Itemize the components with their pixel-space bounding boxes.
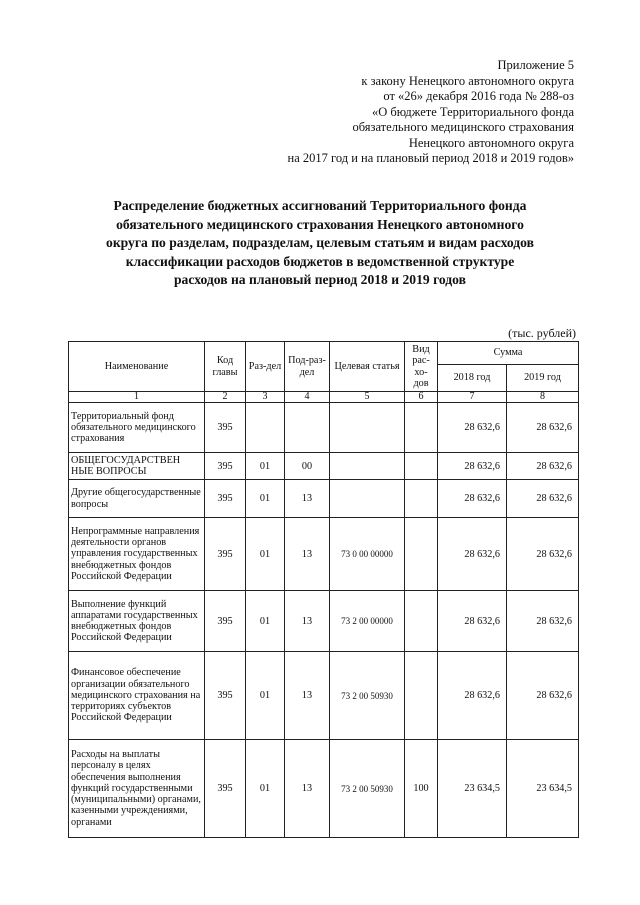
column-number: 4 <box>285 392 330 403</box>
row-code: 395 <box>205 591 246 652</box>
row-target <box>330 453 405 480</box>
row-kind <box>405 403 438 453</box>
title-line: классификации расходов бюджетов в ведомственной структуре <box>125 253 515 269</box>
row-section: 01 <box>246 480 285 518</box>
document-title <box>70 197 570 290</box>
row-kind: 100 <box>405 740 438 838</box>
row-name: ОБЩЕГОСУДАРСТВЕН НЫЕ ВОПРОСЫ <box>69 453 205 480</box>
row-sum-2018: 28 632,6 <box>438 652 507 740</box>
row-subsection: 13 <box>285 480 330 518</box>
row-section: 01 <box>246 652 285 740</box>
row-sum-2019: 28 632,6 <box>507 453 579 480</box>
row-code: 395 <box>205 652 246 740</box>
row-sum-2018: 28 632,6 <box>438 403 507 453</box>
row-kind <box>405 591 438 652</box>
row-section: 01 <box>246 453 285 480</box>
row-kind <box>405 453 438 480</box>
appendix-line: Приложение 5 <box>497 58 574 72</box>
header-kind: Вид рас-хо-дов <box>405 342 438 392</box>
header-subsection: Под-раз-дел <box>285 342 330 392</box>
table-row <box>69 403 579 453</box>
column-number: 1 <box>69 392 205 403</box>
row-target: 73 2 00 50930 <box>330 652 405 740</box>
row-sum-2019: 28 632,6 <box>507 480 579 518</box>
row-sum-2019: 28 632,6 <box>507 403 579 453</box>
appendix-line: к закону Ненецкого автономного округа <box>361 73 574 88</box>
row-code: 395 <box>205 453 246 480</box>
row-subsection: 13 <box>285 518 330 591</box>
row-sum-2018: 23 634,5 <box>438 740 507 838</box>
appendix-line: Ненецкого автономного округа <box>408 135 574 150</box>
row-sum-2018: 28 632,6 <box>438 453 507 480</box>
row-kind <box>405 518 438 591</box>
table-row <box>69 652 579 740</box>
row-sum-2019: 23 634,5 <box>507 740 579 838</box>
table-row <box>69 453 579 480</box>
row-kind <box>405 480 438 518</box>
row-sum-2019: 28 632,6 <box>507 518 579 591</box>
header-target: Целевая статья <box>330 342 405 392</box>
appendix-line: обязательного медицинского страхования <box>352 120 574 134</box>
row-name: Непрограммные направления деятельности органов управления государственных внебюджетных фондов Российской Федерации <box>69 518 205 591</box>
row-sum-2018: 28 632,6 <box>438 591 507 652</box>
header-code: Код главы <box>205 342 246 392</box>
row-target: 73 2 00 00000 <box>330 591 405 652</box>
row-name: Выполнение функций аппаратами государственных внебюджетных фондов Российской Федерации <box>69 591 205 652</box>
column-number: 7 <box>438 392 507 403</box>
row-kind <box>405 652 438 740</box>
row-name: Финансовое обеспечение организации обязательного медицинского страхования на территориях субъектов Российской Федерации <box>69 652 205 740</box>
header-row <box>69 342 579 365</box>
table-row <box>69 740 579 838</box>
row-target: 73 0 00 00000 <box>330 518 405 591</box>
row-target <box>330 480 405 518</box>
row-sum-2018: 28 632,6 <box>438 518 507 591</box>
row-name: Другие общегосударственные вопросы <box>69 480 205 518</box>
table-row <box>69 591 579 652</box>
column-number: 6 <box>405 392 438 403</box>
title-line: расходов на плановый период 2018 и 2019 годов <box>174 272 466 287</box>
header-2019: 2019 год <box>507 365 579 392</box>
row-sum-2019: 28 632,6 <box>507 591 579 652</box>
row-sum-2018: 28 632,6 <box>438 480 507 518</box>
row-section: 01 <box>246 591 285 652</box>
table-row <box>69 480 579 518</box>
header-sum: Сумма <box>438 342 579 365</box>
column-number: 8 <box>507 392 579 403</box>
table-row <box>69 518 579 591</box>
row-section <box>246 403 285 453</box>
title-line: обязательного медицинского страхования Ненецкого автономного <box>116 216 524 232</box>
row-code: 395 <box>205 518 246 591</box>
row-subsection: 13 <box>285 652 330 740</box>
row-subsection: 13 <box>285 740 330 838</box>
row-code: 395 <box>205 403 246 453</box>
units-label: (тыс. рублей) <box>508 326 576 340</box>
column-number-row <box>69 392 579 403</box>
column-number: 5 <box>330 392 405 403</box>
row-subsection <box>285 403 330 453</box>
header-2018: 2018 год <box>438 365 507 392</box>
header-section: Раз-дел <box>246 342 285 392</box>
row-name: Территориальный фонд обязательного медицинского страхования <box>69 403 205 453</box>
row-subsection: 00 <box>285 453 330 480</box>
budget-table <box>68 341 579 838</box>
row-subsection: 13 <box>285 591 330 652</box>
header-name: Наименование <box>69 342 205 392</box>
row-sum-2019: 28 632,6 <box>507 652 579 740</box>
row-name: Расходы на выплаты персоналу в целях обеспечения выполнения функций государственными (муниципальными) органами, казенными учреждениями, органами <box>69 740 205 838</box>
row-code: 395 <box>205 480 246 518</box>
appendix-block <box>288 58 574 167</box>
row-target <box>330 403 405 453</box>
row-section: 01 <box>246 740 285 838</box>
appendix-line: от «26» декабря 2016 года № 288-оз <box>383 89 574 103</box>
appendix-line: «О бюджете Территориального фонда <box>371 104 574 119</box>
row-section: 01 <box>246 518 285 591</box>
appendix-line: на 2017 год и на плановый период 2018 и 2019 годов» <box>287 151 574 165</box>
row-target: 73 2 00 50930 <box>330 740 405 838</box>
title-line: округа по разделам, подразделам, целевым статьям и видам расходов <box>106 235 534 250</box>
row-code: 395 <box>205 740 246 838</box>
column-number: 2 <box>205 392 246 403</box>
title-line: Распределение бюджетных ассигнований Территориального фонда <box>113 198 527 213</box>
column-number: 3 <box>246 392 285 403</box>
